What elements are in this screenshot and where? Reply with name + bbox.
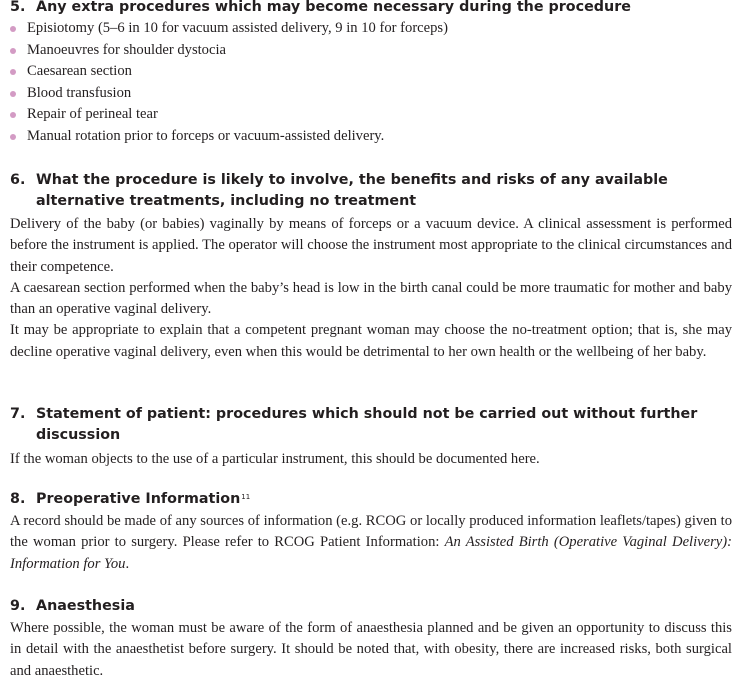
section-9-paragraph: Where possible, the woman must be aware of the form of anaesthesia planned and be given an opportunity to discuss this in detail with the anaesthetist before surgery. It should be noted that, with obesity, there are increased risks, both surgical and anaesthetic. [10,620,732,679]
section-8-end: . [125,555,130,572]
section-9-number: 9. [10,598,26,614]
section-7 [10,404,732,470]
section-6-paragraph-3: It may be appropriate to explain that a competent pregnant woman may choose the no-treatment option; that is, she may decline operative vaginal delivery, even when this would be detrimental to her own health or the wellbeing of her baby. [10,322,732,360]
list-item: Caesarean section [10,61,732,83]
section-7-title: Statement of patient: procedures which should not be carried out without further discussion [36,406,698,443]
section-6-heading [10,170,732,212]
section-8-title-wrap [36,489,732,510]
section-7-paragraph: If the woman objects to the use of a particular instrument, this should be documented here. [10,451,540,467]
leaflet-title: An Assisted Birth (Operative Vaginal Delivery): Information for You [10,534,732,572]
section-5-number: 5. [10,0,26,15]
section-7-number: 7. [10,406,26,422]
list-item: Manual rotation prior to forceps or vacuum-assisted delivery. [10,126,732,148]
list-item: Manoeuvres for shoulder dystocia [10,40,732,62]
extra-procedures-list [10,18,732,147]
bullet-icon [10,112,16,118]
section-5 [10,0,732,147]
section-8-paragraph [10,511,732,575]
section-6 [10,170,732,363]
section-5-heading [10,0,732,18]
list-item: Repair of perineal tear [10,104,732,126]
footnote-reference: 11 [241,493,251,501]
section-6-paragraph-2: A caesarean section performed when the baby’s head is low in the birth canal could be more traumatic for mother and baby than an operative vaginal delivery. [10,279,732,318]
section-8-heading [10,489,732,510]
list-item: Episiotomy (5–6 in 10 for vacuum assisted delivery, 9 in 10 for forceps) [10,18,732,40]
section-6-paragraph-1: Delivery of the baby (or babies) vaginally by means of forceps or a vacuum device. A clinical assessment is performed before the instrument is applied. The operator will choose the instrument most appropriate to the clinical circumstances and their competence. [10,216,732,275]
section-8-number: 8. [10,491,26,507]
bullet-icon [10,69,16,75]
section-6-number: 6. [10,172,26,188]
section-7-heading [10,404,732,446]
list-item: Blood transfusion [10,83,732,105]
bullet-icon [10,134,16,140]
bullet-icon [10,91,16,97]
section-6-title: What the procedure is likely to involve, the benefits and risks of any available alternative treatments, including no treatment [36,172,668,209]
section-9-title: Anaesthesia [36,598,135,614]
bullet-icon [10,48,16,54]
section-9-heading [10,596,732,617]
section-8 [10,489,732,575]
bullet-icon [10,26,16,32]
section-8-title: Preoperative Information [36,491,241,507]
section-5-title: Any extra procedures which may become necessary during the procedure [36,0,631,15]
section-8-text: A record should be made of any sources of information (e.g. RCOG or locally produced information leaflets/tapes) given to the woman prior to surgery. Please refer to RCOG Patient Information: [10,513,732,551]
section-9 [10,596,732,682]
